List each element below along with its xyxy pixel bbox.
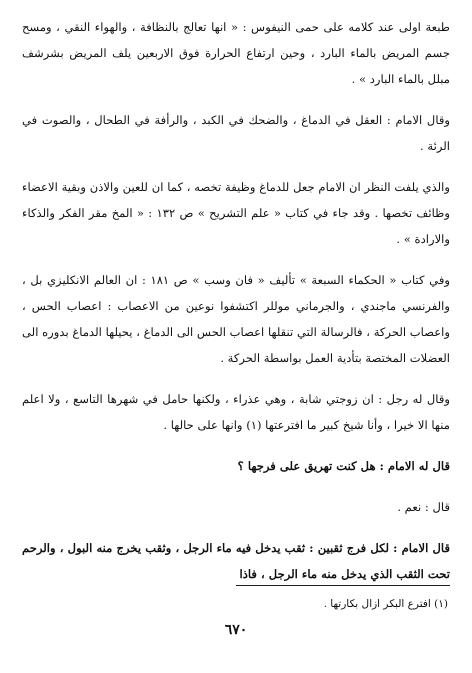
paragraph-answer: قال : نعم . [397,500,450,514]
page-number: ٦٧٠ [224,622,248,638]
footnote: (١) افترع البكر ازال بكارتها . [323,598,448,610]
paragraph-organs: وقال الامام : العقل في الدماغ ، والضحك في الكبد ، والرأفة في الطحال ، والصوت في الرئة . [22,113,450,153]
body-text [22,14,450,587]
paragraph-typhoid: طبعة اولى عند كلامه على حمى النيفوس : « انها تعالج بالنظافة ، والهواء النقي ، ومسح جسم المريض بالماء البارد ، وحين ارتفاع الحرارة فوق الاربعين يلف المريض بشرشف مبلل بالماء البارد » . [22,20,450,86]
paragraph-question: وقال له رجل : ان زوجتي شابة ، وهي عذراء ، ولكنها حامل في شهرها التاسع ، ولا اعلم منها الا خيرا ، وأنا شيخ كبير ما افترعتها (١) وانها على حالها . [22,392,450,432]
paragraph-brain: والذي يلفت النظر ان الامام جعل للدماغ وظيفة تخصه ، كما ان للعين والاذن وبقية الاعضاء وظائف تخصها . وقد جاء في كتاب « علم التشريح » ص ١٣٢ : « المخ مقر الفكر والذكاء والارادة » . [22,180,451,246]
paragraph-imam-asks: قال له الامام : هل كنت تهريق على فرجها ؟ [237,459,450,473]
paragraph-nerves: وفي كتاب « الحكماء السبعة » تأليف « فان وسب » ص ١٨١ : ان العالم الانكليزي بل ، والفرنسي ماجندي ، والجرماني موللر اكتشفوا نوعين من الاعصاب : اعصاب الحس ، واعصاب الحركة ، فالرسالة التي تنقلها اعصاب الحس الى الدماغ ، يحيلها الدماغ بدوره الى العضلات المختصة بتأدية العمل بواسطة الحركة . [22,273,450,365]
footnote-divider [236,585,450,586]
paragraph-imam-explains: قال الامام : لكل فرج ثقبين : ثقب يدخل فيه ماء الرجل ، وثقب يخرج منه البول ، والرحم تحت الثقب الذي يدخل منه ماء الرجل ، فاذا [22,541,450,581]
